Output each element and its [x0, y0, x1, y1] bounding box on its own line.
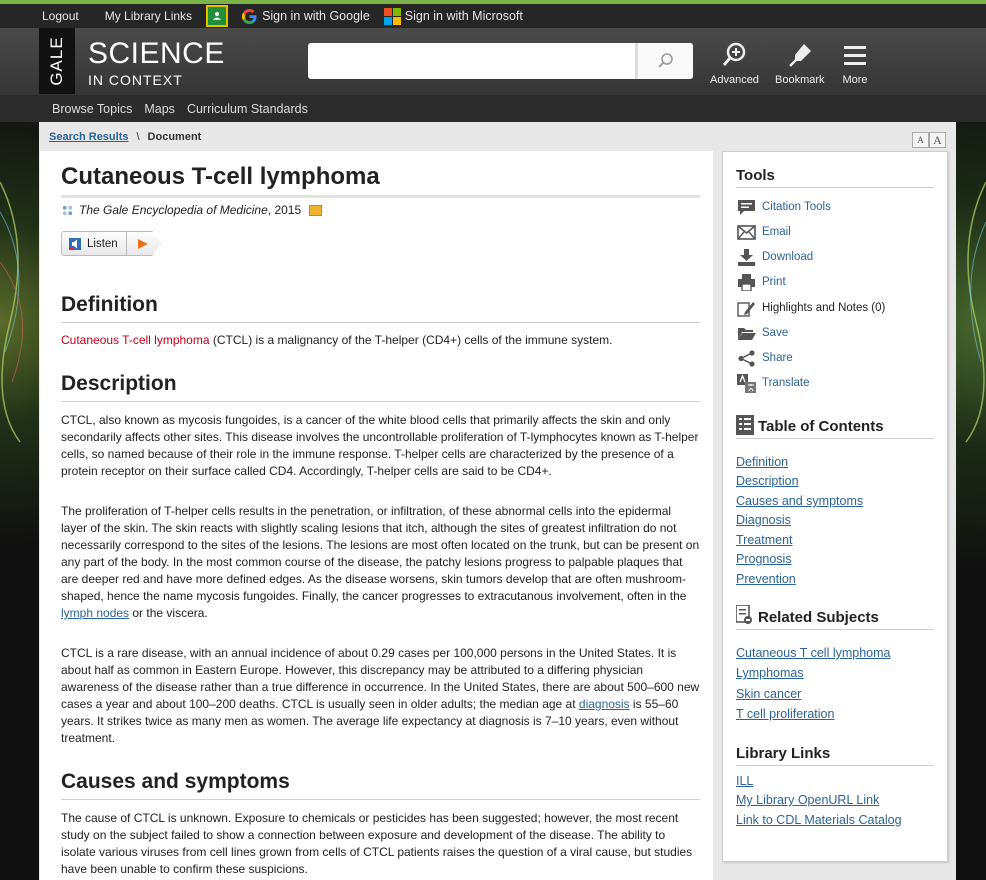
bookmark-label: Bookmark — [775, 74, 825, 86]
toc-link-description[interactable]: Description — [736, 474, 799, 488]
advanced-search-button[interactable] — [710, 42, 759, 86]
save-link[interactable]: Save — [762, 327, 789, 339]
google-icon — [242, 9, 257, 24]
product-subtitle: IN CONTEXT — [88, 72, 183, 88]
tool-save[interactable] — [736, 324, 788, 342]
listen-button[interactable] — [61, 231, 127, 256]
nav-maps[interactable]: Maps — [144, 101, 175, 116]
my-library-links-link[interactable]: My Library Links — [104, 9, 193, 23]
top-utility-bar — [0, 0, 986, 28]
more-label: More — [842, 74, 868, 86]
more-menu-button[interactable] — [842, 42, 868, 86]
source-title: The Gale Encyclopedia of Medicine — [79, 203, 268, 217]
listen-label: Listen — [87, 237, 118, 250]
product-title: SCIENCE — [88, 37, 225, 70]
tool-download[interactable] — [736, 248, 813, 266]
description-paragraph-2 — [61, 503, 700, 622]
search-button[interactable] — [635, 43, 693, 79]
citation-tools-link[interactable]: Citation Tools — [762, 201, 831, 213]
publication-icon — [61, 204, 74, 217]
source-citation — [61, 203, 322, 217]
breadcrumb-current: Document — [147, 131, 202, 143]
download-icon — [737, 249, 756, 266]
description-paragraph-1: CTCL, also known as mycosis fungoides, is a cancer of the white blood cells that primarily affects the skin and only secondarily affects other sites. This disease involves the uncontrollable proliferation of T-lymphocytes known as T-helper cells, so named because of their role in the immune response. T-helper cells are characterized by the presence of a protein receptor on their surface called CD4. Accordingly, T-helper cells are said to be CD4+. — [61, 413, 699, 478]
sidebar — [722, 151, 948, 862]
tool-share[interactable] — [736, 349, 793, 367]
nav-curriculum-standards[interactable]: Curriculum Standards — [186, 101, 308, 116]
tool-highlights-notes[interactable] — [736, 299, 885, 317]
microsoft-signin-button[interactable] — [384, 8, 523, 25]
speaker-icon — [68, 237, 82, 251]
library-links-heading — [736, 745, 934, 766]
increase-font-button[interactable]: A — [929, 132, 946, 148]
toc-link-diagnosis[interactable]: Diagnosis — [736, 513, 791, 527]
heading-description: Description — [61, 372, 700, 402]
breadcrumb-separator: \ — [136, 131, 140, 143]
gale-logo[interactable] — [39, 28, 75, 94]
desc-p2-text-a: The proliferation of T-helper cells results in the penetration, or infiltration, of these abnormal cells into the epidermal layer of the skin. The skin reacts with slightly scaling lesions that itch, although the sites of greatest infiltration do not necessarily correspond to the sites of the lesions. The lesions are most often located on the trunk, but can be present on any part of the body. In the most common course of the disease, the patchy lesions progress to palpable plaques that are deeper red and have more defined edges. As the disease worsens, skin tumors develop that are often mushroom-shaped, hence the name mycosis fungoides. Finally, the cancer progresses to extracutanous involvement, often in the — [61, 504, 700, 603]
highlights-notes-link[interactable]: Highlights and Notes (0) — [762, 302, 886, 314]
causes-paragraph-1: The cause of CTCL is unknown. Exposure to chemicals or pesticides has been suggested; however, the most recent study on the subject failed to show a connection between exposure and development of the disease. The ability to isolate various viruses from cell lines grown from cells of CTCL patients raises the question of a viral cause, but studies have been unable to confirm these suspicions. — [61, 811, 693, 876]
toc-link-prevention[interactable]: Prevention — [736, 572, 796, 586]
share-link[interactable]: Share — [762, 352, 793, 364]
table-of-contents-icon — [736, 415, 754, 435]
toc-link-prognosis[interactable]: Prognosis — [736, 552, 792, 566]
diagnosis-link[interactable]: diagnosis — [578, 697, 630, 711]
hamburger-menu-icon — [842, 42, 868, 70]
main-nav — [0, 95, 986, 122]
breadcrumb-search-results[interactable]: Search Results — [49, 131, 129, 143]
background-decoration-right — [956, 122, 986, 880]
print-link[interactable]: Print — [762, 276, 786, 288]
advanced-search-icon — [721, 42, 747, 70]
translate-icon — [737, 374, 756, 393]
play-button[interactable] — [127, 231, 161, 256]
article-content — [40, 151, 713, 880]
play-icon — [137, 238, 149, 250]
definition-text: (CTCL) is a malignancy of the T-helper (CD4+) cells of the immune system. — [209, 333, 613, 347]
download-link[interactable]: Download — [762, 251, 814, 263]
library-link-cdl-catalog[interactable]: Link to CDL Materials Catalog — [736, 813, 902, 827]
toc-link-treatment[interactable]: Treatment — [736, 533, 793, 547]
product-logo[interactable] — [88, 38, 225, 88]
toc-link-causes-and-symptoms[interactable]: Causes and symptoms — [736, 494, 864, 508]
tool-print[interactable] — [736, 273, 786, 291]
related-subjects-heading — [736, 605, 934, 630]
advanced-label: Advanced — [710, 74, 759, 86]
description-paragraph-3 — [61, 645, 700, 747]
definition-paragraph — [61, 332, 700, 349]
gale-logo-text: GALE — [47, 36, 66, 86]
decorative-swirl-left — [0, 122, 39, 880]
section-definition — [61, 293, 700, 323]
related-link-skin-cancer[interactable]: Skin cancer — [736, 687, 802, 701]
listen-control — [61, 231, 161, 256]
related-subjects-heading-text: Related Subjects — [758, 609, 879, 626]
tool-email[interactable] — [736, 223, 791, 241]
heading-causes-and-symptoms: Causes and symptoms — [61, 770, 700, 800]
background-decoration-left — [0, 122, 39, 880]
section-causes — [61, 770, 700, 800]
related-link-lymphomas[interactable]: Lymphomas — [736, 666, 804, 680]
desc-p2-text-b: or the viscera. — [129, 606, 208, 620]
defined-term: Cutaneous T-cell lymphoma — [61, 333, 210, 347]
google-classroom-icon — [210, 10, 224, 22]
email-link[interactable]: Email — [762, 226, 791, 238]
related-link-t-cell-proliferation[interactable]: T cell proliferation — [736, 707, 835, 721]
search-input[interactable] — [308, 43, 634, 79]
search-box — [308, 43, 693, 79]
translate-link[interactable]: Translate — [762, 377, 810, 389]
tools-heading-text: Tools — [736, 167, 775, 184]
related-link-cutaneous-t-cell-lymphoma[interactable]: Cutaneous T cell lymphoma — [736, 646, 891, 660]
library-link-ill[interactable]: ILL — [736, 774, 754, 788]
tools-heading — [736, 167, 934, 188]
section-description — [61, 372, 700, 402]
related-subjects-icon — [736, 605, 754, 626]
bookmark-button[interactable] — [775, 42, 825, 86]
library-links-heading-text: Library Links — [736, 745, 831, 762]
toc-link-definition[interactable]: Definition — [736, 455, 789, 469]
toc-heading — [736, 415, 934, 439]
logout-link[interactable]: Logout — [42, 9, 79, 23]
print-icon — [737, 274, 756, 291]
highlight-pen-icon — [737, 300, 756, 317]
search-icon — [657, 52, 675, 70]
folder-icon — [737, 326, 756, 341]
google-signin-label: Sign in with Google — [262, 9, 370, 23]
tool-citation[interactable] — [736, 198, 831, 216]
document-page — [39, 122, 956, 880]
google-classroom-button[interactable] — [206, 5, 228, 27]
desc-p3-text-b: is 55–60 years. It strikes twice as many men as women. The average life expectancy at diagnosis is 7–10 years, even without treatment. — [61, 697, 679, 745]
document-title: Cutaneous T-cell lymphoma — [61, 163, 700, 198]
font-size-controls — [912, 132, 946, 148]
desc-p3-text-a: CTCL is a rare disease, with an annual incidence of about 0.29 cases per 100,000 persons in the United States. It is about half as common in Eastern Europe. However, this discrepancy may be attributed to a differing physician awareness of the disease rather than a true difference in occurrence. In the United States, there are about 500–600 new cases a year and about 100–200 deaths. CTCL is usually seen in older adults; the median age at — [61, 646, 700, 711]
nav-browse-topics[interactable]: Browse Topics — [52, 101, 133, 116]
bookmark-icon — [787, 42, 813, 70]
heading-definition: Definition — [61, 293, 700, 323]
email-icon — [737, 225, 756, 240]
reference-book-icon — [309, 205, 322, 216]
lymph-nodes-link[interactable]: lymph nodes — [61, 606, 130, 620]
site-header — [0, 28, 986, 95]
toc-heading-text: Table of Contents — [758, 418, 884, 435]
breadcrumb — [49, 131, 201, 143]
decorative-swirl-right — [956, 122, 986, 880]
source-year: , 2015 — [267, 203, 302, 217]
library-link-openurl[interactable]: My Library OpenURL Link — [736, 793, 880, 807]
citation-icon — [737, 199, 756, 216]
share-icon — [737, 350, 756, 367]
microsoft-signin-label: Sign in with Microsoft — [404, 9, 523, 23]
tool-translate[interactable] — [736, 374, 810, 392]
decrease-font-button[interactable]: A — [912, 132, 929, 148]
microsoft-icon — [384, 8, 401, 25]
google-signin-button[interactable] — [242, 9, 370, 24]
